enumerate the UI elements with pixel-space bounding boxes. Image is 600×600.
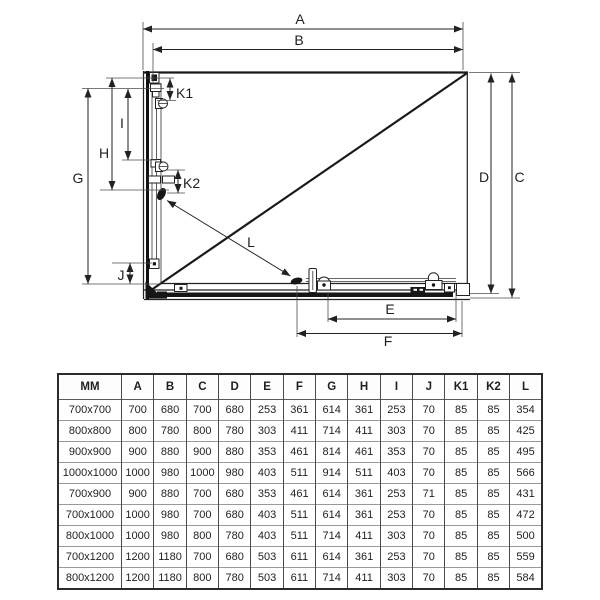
table-row [58, 547, 542, 568]
size-cell: 900x900 [58, 442, 122, 463]
value-cell: 1180 [154, 547, 186, 568]
dim-label-k1: K1 [176, 85, 194, 101]
value-cell: 85 [445, 421, 477, 442]
value-cell: 900 [122, 484, 154, 505]
value-cell: 680 [219, 484, 251, 505]
value-cell: 411 [348, 526, 380, 547]
value-cell: 70 [413, 400, 445, 421]
dim-label-k2: K2 [183, 175, 201, 191]
table-row [58, 400, 542, 421]
dim-label-c: C [514, 169, 525, 185]
value-cell: 303 [251, 421, 283, 442]
value-cell: 70 [413, 568, 445, 590]
value-cell: 714 [316, 568, 348, 590]
value-cell: 85 [477, 484, 509, 505]
bottom-rail-hardware [175, 269, 455, 293]
value-cell: 70 [413, 463, 445, 484]
value-cell: 403 [251, 505, 283, 526]
dim-label-f: F [383, 333, 393, 349]
value-cell: 85 [477, 442, 509, 463]
column-header-mm: MM [58, 374, 122, 400]
dimensions-table [57, 373, 543, 590]
value-cell: 85 [445, 568, 477, 590]
value-cell: 980 [154, 505, 186, 526]
column-header-j: J [413, 374, 445, 400]
value-cell: 614 [316, 547, 348, 568]
dim-label-e: E [385, 301, 395, 317]
value-cell: 353 [380, 442, 412, 463]
value-cell: 461 [348, 442, 380, 463]
size-cell: 1000x1000 [58, 463, 122, 484]
left-rail-hardware [146, 73, 175, 299]
value-cell: 303 [380, 526, 412, 547]
dim-label-g: G [72, 170, 84, 186]
column-header-a: A [122, 374, 154, 400]
value-cell: 566 [510, 463, 542, 484]
dim-label-h: H [98, 145, 110, 161]
value-cell: 914 [316, 463, 348, 484]
value-cell: 353 [251, 484, 283, 505]
value-cell: 85 [477, 547, 509, 568]
value-cell: 354 [510, 400, 542, 421]
size-cell: 700x1000 [58, 505, 122, 526]
value-cell: 584 [510, 568, 542, 590]
table-row [58, 463, 542, 484]
value-cell: 85 [477, 505, 509, 526]
value-cell: 71 [413, 484, 445, 505]
value-cell: 1180 [154, 568, 186, 590]
value-cell: 714 [316, 526, 348, 547]
column-header-g: G [316, 374, 348, 400]
value-cell: 700 [186, 484, 218, 505]
value-cell: 303 [380, 568, 412, 590]
value-cell: 70 [413, 421, 445, 442]
value-cell: 361 [283, 400, 315, 421]
value-cell: 700 [186, 505, 218, 526]
value-cell: 85 [445, 526, 477, 547]
value-cell: 880 [154, 442, 186, 463]
table-row [58, 442, 542, 463]
size-cell: 800x800 [58, 421, 122, 442]
column-header-h: H [348, 374, 380, 400]
value-cell: 85 [477, 463, 509, 484]
value-cell: 85 [477, 400, 509, 421]
size-cell: 700x900 [58, 484, 122, 505]
lower-roller-icon [290, 276, 303, 285]
column-header-e: E [251, 374, 283, 400]
column-header-k2: K2 [477, 374, 509, 400]
value-cell: 85 [445, 484, 477, 505]
value-cell: 403 [251, 526, 283, 547]
value-cell: 411 [348, 568, 380, 590]
value-cell: 980 [154, 463, 186, 484]
value-cell: 680 [219, 400, 251, 421]
value-cell: 780 [219, 421, 251, 442]
value-cell: 411 [348, 421, 380, 442]
column-header-i: I [380, 374, 412, 400]
value-cell: 680 [219, 505, 251, 526]
value-cell: 70 [413, 505, 445, 526]
value-cell: 900 [122, 442, 154, 463]
value-cell: 461 [283, 484, 315, 505]
size-cell: 800x1200 [58, 568, 122, 590]
table-row [58, 505, 542, 526]
value-cell: 880 [219, 442, 251, 463]
dimension-labels [73, 11, 525, 349]
value-cell: 559 [510, 547, 542, 568]
value-cell: 800 [186, 526, 218, 547]
column-header-l: L [510, 374, 542, 400]
table-row [58, 568, 542, 590]
dim-label-b: B [294, 32, 304, 48]
value-cell: 253 [380, 484, 412, 505]
column-header-b: B [154, 374, 186, 400]
dim-label-a: A [295, 11, 305, 27]
value-cell: 70 [413, 526, 445, 547]
value-cell: 85 [445, 547, 477, 568]
value-cell: 700 [186, 547, 218, 568]
value-cell: 70 [413, 442, 445, 463]
value-cell: 780 [219, 568, 251, 590]
value-cell: 980 [219, 463, 251, 484]
value-cell: 1000 [122, 505, 154, 526]
table-row [58, 421, 542, 442]
value-cell: 780 [219, 526, 251, 547]
value-cell: 303 [380, 421, 412, 442]
value-cell: 814 [316, 442, 348, 463]
value-cell: 780 [154, 421, 186, 442]
value-cell: 361 [348, 547, 380, 568]
value-cell: 1000 [122, 463, 154, 484]
value-cell: 511 [283, 463, 315, 484]
value-cell: 500 [510, 526, 542, 547]
dim-label-j: J [117, 267, 125, 283]
value-cell: 511 [283, 526, 315, 547]
value-cell: 472 [510, 505, 542, 526]
value-cell: 1000 [186, 463, 218, 484]
value-cell: 800 [122, 421, 154, 442]
value-cell: 1000 [122, 526, 154, 547]
size-cell: 700x1200 [58, 547, 122, 568]
value-cell: 85 [445, 463, 477, 484]
value-cell: 495 [510, 442, 542, 463]
value-cell: 85 [477, 526, 509, 547]
value-cell: 403 [380, 463, 412, 484]
size-cell: 800x1000 [58, 526, 122, 547]
value-cell: 611 [283, 568, 315, 590]
dim-label-i: I [120, 115, 124, 131]
value-cell: 503 [251, 568, 283, 590]
header-row [58, 374, 542, 400]
table-row [58, 526, 542, 547]
value-cell: 353 [251, 442, 283, 463]
value-cell: 680 [219, 547, 251, 568]
value-cell: 85 [477, 421, 509, 442]
value-cell: 411 [283, 421, 315, 442]
value-cell: 425 [510, 421, 542, 442]
value-cell: 1200 [122, 568, 154, 590]
value-cell: 70 [413, 547, 445, 568]
value-cell: 614 [316, 505, 348, 526]
value-cell: 614 [316, 484, 348, 505]
value-cell: 714 [316, 421, 348, 442]
value-cell: 403 [251, 463, 283, 484]
value-cell: 361 [348, 400, 380, 421]
value-cell: 431 [510, 484, 542, 505]
dim-label-l: L [247, 234, 255, 250]
value-cell: 1200 [122, 547, 154, 568]
dim-label-d: D [478, 169, 490, 185]
upper-roller-icon [155, 186, 168, 201]
value-cell: 85 [445, 442, 477, 463]
value-cell: 461 [283, 442, 315, 463]
dim-line-l [167, 201, 291, 277]
value-cell: 680 [154, 400, 186, 421]
size-cell: 700x700 [58, 400, 122, 421]
table-row [58, 484, 542, 505]
value-cell: 700 [186, 400, 218, 421]
column-header-d: D [219, 374, 251, 400]
value-cell: 253 [380, 505, 412, 526]
value-cell: 85 [445, 400, 477, 421]
value-cell: 361 [348, 484, 380, 505]
value-cell: 503 [251, 547, 283, 568]
column-header-c: C [186, 374, 218, 400]
value-cell: 980 [154, 526, 186, 547]
column-header-f: F [283, 374, 315, 400]
value-cell: 253 [380, 400, 412, 421]
value-cell: 800 [186, 421, 218, 442]
value-cell: 511 [348, 463, 380, 484]
value-cell: 85 [445, 505, 477, 526]
value-cell: 880 [154, 484, 186, 505]
value-cell: 361 [348, 505, 380, 526]
value-cell: 85 [477, 568, 509, 590]
value-cell: 700 [122, 400, 154, 421]
value-cell: 253 [380, 547, 412, 568]
value-cell: 614 [316, 400, 348, 421]
value-cell: 900 [186, 442, 218, 463]
value-cell: 800 [186, 568, 218, 590]
column-header-k1: K1 [445, 374, 477, 400]
value-cell: 611 [283, 547, 315, 568]
table-body [58, 400, 542, 590]
value-cell: 511 [283, 505, 315, 526]
table-header [58, 374, 542, 400]
value-cell: 253 [251, 400, 283, 421]
